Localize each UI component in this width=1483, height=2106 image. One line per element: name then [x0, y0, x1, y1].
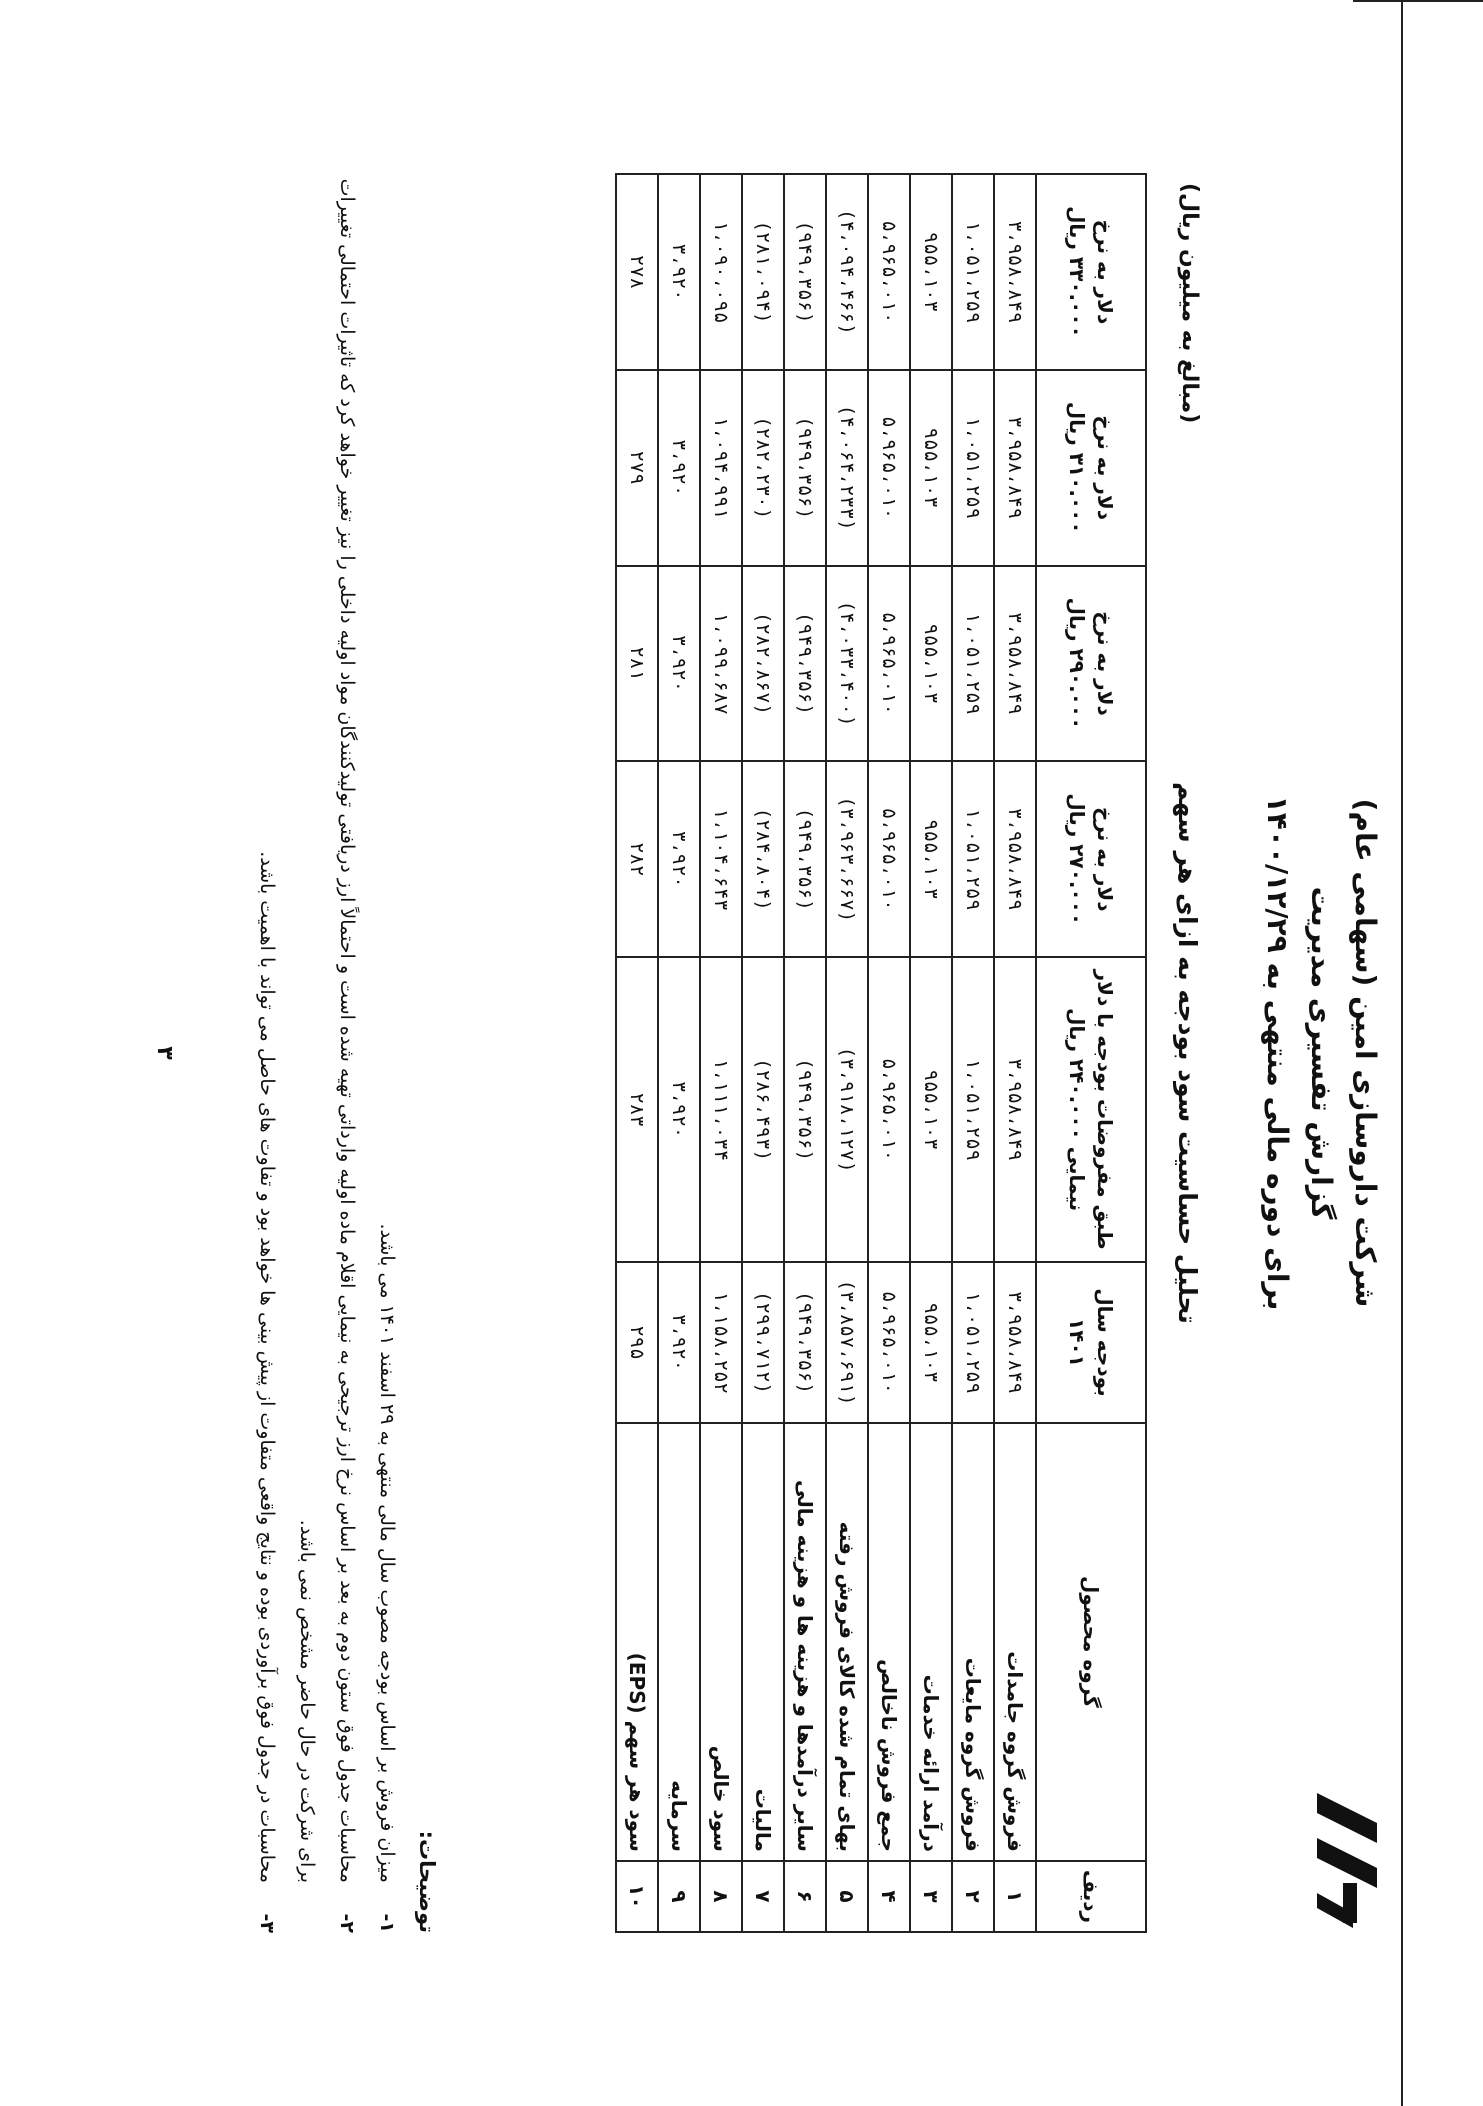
table-cell-value: ۳،۹۲۰: [658, 761, 700, 957]
table-cell-value: ۵،۹۶۵،۰۱۰: [868, 761, 910, 957]
table-cell-value: ۹۵۵،۱۰۳: [910, 370, 952, 566]
table-cell-value: ۲۸۲: [616, 761, 658, 957]
note-number: ۲-: [335, 1913, 358, 1933]
row-item-label: سایر درآمدها و هزینه ها و هزینه مالی: [784, 1423, 826, 1861]
table-cell-value: (۲۸۲،۸۶۷): [742, 566, 784, 762]
document-page: [77, 113, 1407, 1993]
col-header-product-group: گروه محصول: [1036, 1423, 1146, 1861]
table-cell-value: ۲۷۹: [616, 370, 658, 566]
note-text: محاسبات جدول فوق ستون دوم به بعد بر اساس نرخ ارز ترجیحی به نیمایی اقلام ماده اولیه وارداتی تهیه شده است و احتمالاً ارز دریافتی تولیدکنندگان مواد اولیه داخلی را نیز تغییر خواهد کرد که تاثیرات احتمالی تغییرات برای شرکت در حال حاضر مشخص نمی باشد.: [295, 178, 358, 1883]
table-cell-value: ۵،۹۶۵،۰۱۰: [868, 1262, 910, 1423]
row-item-label: سود خالص: [700, 1423, 742, 1861]
table-cell-value: ۱،۰۵۱،۲۵۹: [952, 370, 994, 566]
notes-section: [247, 173, 447, 1933]
report-period: برای دوره مالی منتهی به ۱۴۰۰/۱۲/۲۹: [1260, 795, 1294, 1311]
table-cell-value: (۲۸۲،۲۳۰): [742, 370, 784, 566]
table-cell-value: (۲۸۴،۸۰۴): [742, 761, 784, 957]
row-number: ۲: [952, 1861, 994, 1932]
table-cell-value: (۳،۹۱۸،۱۲۷): [826, 957, 868, 1262]
row-number: ۹: [658, 1861, 700, 1932]
table-cell-value: ۳،۹۵۸،۸۴۹: [994, 761, 1036, 957]
note-item: [247, 173, 287, 1933]
row-number: ۴: [868, 1861, 910, 1932]
table-cell-value: (۳،۸۵۷،۶۹۱): [826, 1262, 868, 1423]
table-cell-value: ۲۸۳: [616, 957, 658, 1262]
row-number: ۸: [700, 1861, 742, 1932]
col-header-rate-270000: دلار به نرخ ۲۷۰.۰۰۰ ریال: [1036, 761, 1146, 957]
row-item-label: فروش گروه جامدات: [994, 1423, 1036, 1861]
notes-title: توضیحات:: [414, 1830, 439, 1933]
table-cell-value: ۱،۰۵۱،۲۵۹: [952, 174, 994, 370]
table-cell-value: ۹۵۵،۱۰۳: [910, 761, 952, 957]
note-number: ۳-: [255, 1913, 278, 1933]
table-cell-value: (۹۴۹،۳۵۶): [784, 1262, 826, 1423]
col-header-rate-310000: دلار به نرخ ۳۱۰.۰۰۰ ریال: [1036, 370, 1146, 566]
table-cell-value: ۵،۹۶۵،۰۱۰: [868, 174, 910, 370]
row-item-label: فروش گروه مایعات: [952, 1423, 994, 1861]
table-row: [784, 174, 826, 1932]
document-header: [1255, 113, 1387, 1993]
row-item-label: جمع فروش ناخالص: [868, 1423, 910, 1861]
table-title: تحلیل حساسیت سود بودجه به ازای هر سهم: [1172, 782, 1202, 1324]
row-number: ۱: [994, 1861, 1036, 1932]
table-cell-value: ۲۷۸: [616, 174, 658, 370]
table-row: [952, 174, 994, 1932]
table-cell-value: (۴،۰۶۴،۲۳۳): [826, 370, 868, 566]
row-item-label: درآمد ارائه خدمات: [910, 1423, 952, 1861]
table-cell-value: ۳،۹۲۰: [658, 566, 700, 762]
table-cell-value: ۳،۹۲۰: [658, 957, 700, 1262]
sensitivity-table: [615, 173, 1147, 1933]
row-item-label: مالیات: [742, 1423, 784, 1861]
table-cell-value: ۳،۹۵۸،۸۴۹: [994, 370, 1036, 566]
table-row: [700, 174, 742, 1932]
table-cell-value: (۹۴۹،۳۵۶): [784, 370, 826, 566]
row-number: ۱۰: [616, 1861, 658, 1932]
table-cell-value: ۵،۹۶۵،۰۱۰: [868, 566, 910, 762]
report-title: گزارش تفسیری مدیریت: [1304, 886, 1338, 1220]
table-cell-value: ۹۵۵،۱۰۳: [910, 957, 952, 1262]
table-cell-value: ۱،۰۹۴،۹۹۱: [700, 370, 742, 566]
row-number: ۳: [910, 1861, 952, 1932]
row-item-label: سرمایه: [658, 1423, 700, 1861]
col-header-row-number: ردیف: [1036, 1861, 1146, 1932]
table-cell-value: ۱،۰۵۱،۲۵۹: [952, 1262, 994, 1423]
note-item: [287, 173, 367, 1933]
table-row: [616, 174, 658, 1932]
table-cell-value: ۱،۱۵۸،۲۵۲: [700, 1262, 742, 1423]
table-cell-value: ۳،۹۵۸،۸۴۹: [994, 566, 1036, 762]
scan-edge-top: [1353, 0, 1483, 2]
table-cell-value: ۱،۰۵۱،۲۵۹: [952, 957, 994, 1262]
table-row: [742, 174, 784, 1932]
table-cell-value: ۱،۰۹۹،۶۸۷: [700, 566, 742, 762]
table-cell-value: (۴،۰۹۴،۴۶۶): [826, 174, 868, 370]
table-cell-value: (۲۸۱،۰۹۴): [742, 174, 784, 370]
table-cell-value: (۲۹۹،۷۱۲): [742, 1262, 784, 1423]
note-text: محاسبات در جدول فوق برآوردی بوده و نتایج واقعی متفاوت از پیش بینی ها خواهد بود و تفاوت های حاصل می تواند با اهمیت باشد.: [255, 851, 278, 1883]
table-cell-value: ۲۹۵: [616, 1262, 658, 1423]
table-header-row: [1036, 174, 1146, 1932]
table-cell-value: ۲۸۱: [616, 566, 658, 762]
table-cell-value: (۹۴۹،۳۵۶): [784, 957, 826, 1262]
table-row: [826, 174, 868, 1932]
table-row: [658, 174, 700, 1932]
table-cell-value: ۱،۰۹۰،۰۹۵: [700, 174, 742, 370]
col-header-budget-1401: بودجه سال ۱۴۰۱: [1036, 1262, 1146, 1423]
table-cell-value: (۴،۰۳۳،۴۰۰): [826, 566, 868, 762]
table-row: [994, 174, 1036, 1932]
col-header-nimaei-240000: طبق مفروضات بودجه با دلار نیمایی ۲۴۰.۰۰۰ ریال: [1036, 957, 1146, 1262]
table-cell-value: ۳،۹۲۰: [658, 1262, 700, 1423]
col-header-rate-290000: دلار به نرخ ۲۹۰.۰۰۰ ریال: [1036, 566, 1146, 762]
table-cell-value: ۱،۱۰۴،۶۴۳: [700, 761, 742, 957]
table-cell-value: ۱،۰۵۱،۲۵۹: [952, 761, 994, 957]
table-cell-value: ۳،۹۵۸،۸۴۹: [994, 957, 1036, 1262]
col-header-rate-330000: دلار به نرخ ۳۳۰.۰۰۰ ریال: [1036, 174, 1146, 370]
table-row: [868, 174, 910, 1932]
table-cell-value: ۳،۹۲۰: [658, 174, 700, 370]
table-cell-value: ۳،۹۲۰: [658, 370, 700, 566]
table-cell-value: ۱،۰۵۱،۲۵۹: [952, 566, 994, 762]
table-cell-value: (۹۴۹،۳۵۶): [784, 761, 826, 957]
row-item-label: سود هر سهم (EPS): [616, 1423, 658, 1861]
table-cell-value: ۳،۹۵۸،۸۴۹: [994, 174, 1036, 370]
company-name: شرکت داروسازی امین (سهامی عام): [1348, 798, 1382, 1308]
row-item-label: بهای تمام شده کالای فروش رفته: [826, 1423, 868, 1861]
rotated-page: [77, 113, 1407, 1993]
table-cell-value: ۵،۹۶۵،۰۱۰: [868, 370, 910, 566]
row-number: ۵: [826, 1861, 868, 1932]
table-cell-value: (۲۸۶،۴۹۳): [742, 957, 784, 1262]
units-note: (مبالغ به میلیون ریال): [1176, 183, 1202, 424]
table-cell-value: ۱،۱۱۱،۰۳۴: [700, 957, 742, 1262]
table-cell-value: (۳،۹۶۳،۶۶۷): [826, 761, 868, 957]
table-cell-value: ۹۵۵،۱۰۳: [910, 566, 952, 762]
note-text: میزان فروش بر اساس بودجه مصوب سال مالی منتهی به ۲۹ اسفند ۱۴۰۱ می باشد.: [375, 1223, 398, 1883]
table-cell-value: ۵،۹۶۵،۰۱۰: [868, 957, 910, 1262]
row-number: ۷: [742, 1861, 784, 1932]
table-cell-value: (۹۴۹،۳۵۶): [784, 566, 826, 762]
row-number: ۶: [784, 1861, 826, 1932]
table-cell-value: ۹۵۵،۱۰۳: [910, 1262, 952, 1423]
table-cell-value: ۹۵۵،۱۰۳: [910, 174, 952, 370]
table-row: [910, 174, 952, 1932]
note-number: ۱-: [375, 1913, 398, 1933]
note-item: [367, 173, 407, 1933]
table-cell-value: ۳،۹۵۸،۸۴۹: [994, 1262, 1036, 1423]
page-number: ۳: [151, 1046, 177, 1060]
table-cell-value: (۹۴۹،۳۵۶): [784, 174, 826, 370]
